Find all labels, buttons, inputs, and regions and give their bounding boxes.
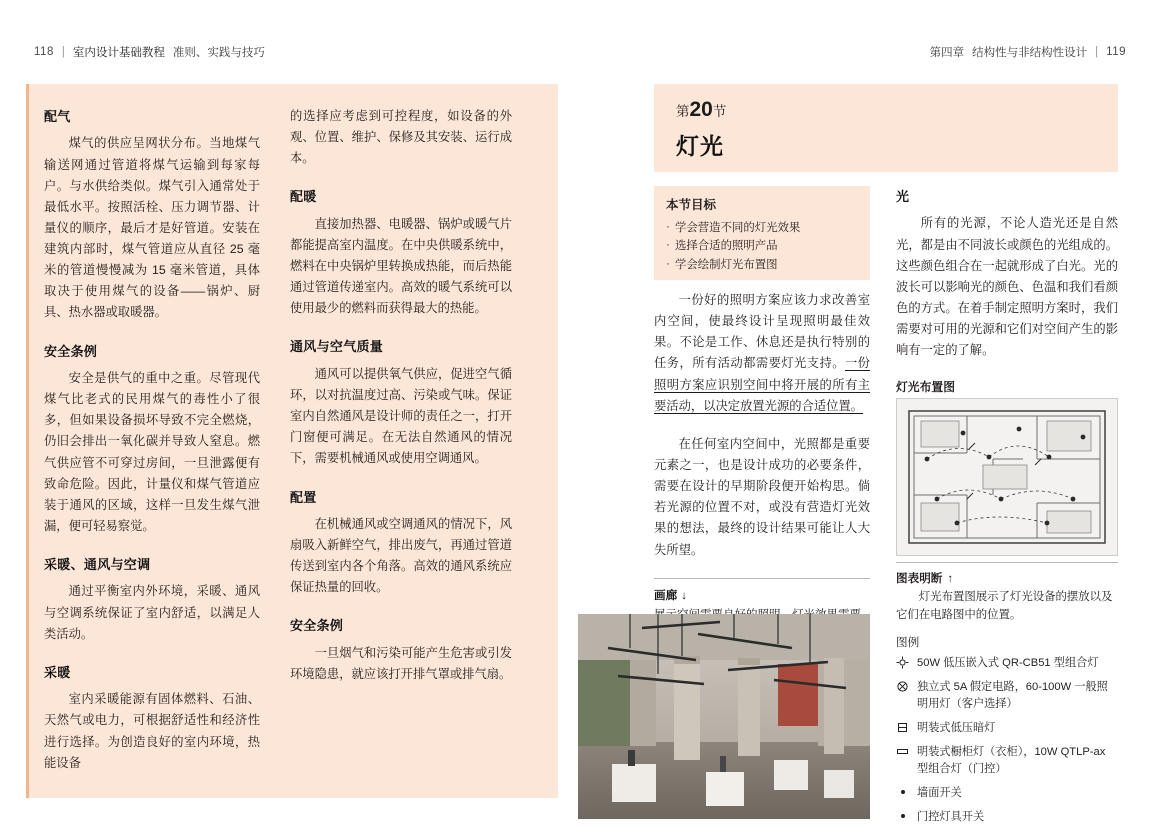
- legend-item-label: 50W 低压嵌入式 QR-CB51 型组合灯: [917, 656, 1099, 669]
- legend-item: [896, 679, 1118, 713]
- figure-legend-block: [896, 562, 1118, 833]
- para-safety-2: 一旦烟气和污染可能产生危害或引发环境隐患，就应该打开排气罩或排气扇。: [290, 645, 512, 681]
- objective-item: · 学会绘制灯光布置图: [666, 256, 858, 274]
- section-title: 灯光: [676, 133, 724, 159]
- para-lighting-intro-underlined: 一份照明方案应识别空间中将开展的所有主要活动，以决定放置光源的合适位置。: [654, 356, 870, 413]
- legend-item: [896, 809, 1118, 826]
- para-light: 所有的光源，不论人造光还是自然光，都是由不同波长或颜色的光组成的。这些颜色组合在一起就形成了白光。光的波长可以影响光的颜色、色温和我们看颜色的方式。在着手制定照明方案时，我们需要对可用的光源和它们对空间产生的影响有一定的了解。: [896, 216, 1118, 358]
- para-hvac: 通过平衡室内外环境，采暖、通风与空调系统保证了室内舒适，以满足人类活动。: [44, 584, 260, 641]
- book-title: 室内设计基础教程: [72, 47, 165, 59]
- running-head-right: [930, 44, 1126, 60]
- right-column-2: [896, 186, 1118, 378]
- lighting-plan-drawing: [896, 398, 1118, 556]
- objectives-list: [666, 219, 858, 274]
- para-peinuan: 直接加热器、电暖器、锅炉或暖气片都能提高室内温度。在中央供暖系统中，燃料在中央锅炉里转换成热能，而后热能通过管道传递室内。高效的暖气系统可以使用最少的燃料而获得最大的热能。: [290, 216, 512, 316]
- para-config: 在机械通风或空调通风的情况下，风扇吸入新鲜空气，排出废气，再通过管道传送到室内各个角落。高效的通风系统应保证热量的回收。: [290, 516, 512, 595]
- chapter-title: 结构性与非结构性设计: [972, 47, 1088, 59]
- folio-right: 119: [1106, 46, 1126, 58]
- divider-left: |: [61, 46, 65, 58]
- legend-item-label: 墙面开关: [917, 786, 962, 799]
- left-column-a: [44, 106, 260, 791]
- objective-item: · 选择合适的照明产品: [666, 237, 858, 255]
- objective-item: · 学会营造不同的灯光效果: [666, 219, 858, 237]
- cabinet-light-bar-icon: [896, 745, 909, 758]
- section-suffix: 节: [712, 104, 727, 119]
- divider-right: |: [1095, 46, 1099, 58]
- spot-light-icon: [896, 656, 909, 669]
- legend-item: [896, 655, 1118, 672]
- figure-caption: 灯光布置图展示了灯光设备的摆放以及它们在电路图中的位置。: [896, 591, 1113, 622]
- book-subtitle: 准则、实践与技巧: [172, 47, 265, 59]
- figure-label: [896, 570, 1118, 586]
- legend-item-label: 明装式橱柜灯（衣柜），10W QTLP-ax 型组合灯（门控）: [917, 745, 1106, 775]
- section-number: 20: [689, 98, 713, 121]
- heading-safety-1: 安全条例: [44, 343, 98, 359]
- legend-item-label: 独立式 5A 假定电路，60-100W 一般照明用灯（客户选择）: [917, 680, 1108, 710]
- legend-item: [896, 785, 1118, 802]
- left-column-b: [290, 106, 512, 702]
- wall-switch-dot-icon: [896, 786, 909, 799]
- heading-config: 配置: [290, 489, 317, 505]
- heading-ventilation: 通风与空气质量: [290, 339, 384, 355]
- objectives-title: 本节目标: [666, 198, 717, 212]
- legend-item-label: 门控灯具开关: [917, 810, 985, 823]
- heading-safety-2: 安全条例: [290, 618, 344, 634]
- para-lighting-importance: 在任何室内空间中，光照都是重要元素之一，也是设计成功的必要条件，需要在设计的早期阶段便开始构思。倘若光源的位置不对，或没有营造灯光效果的想法，最终的设计结果可能让人大失所望。: [654, 436, 870, 557]
- gallery-photo-illustration: [578, 614, 870, 819]
- gallery-photo: [578, 614, 870, 819]
- section-number-line: [676, 98, 726, 122]
- legend-title: 图例: [896, 635, 920, 649]
- para-continued: 的选择应考虑到可控程度，如设备的外观、位置、维护、保修及其安装、运行成本。: [290, 109, 512, 166]
- objectives-box: [654, 186, 870, 280]
- up-arrow-icon: ↑: [947, 572, 954, 585]
- door-switch-dot-icon: [896, 810, 909, 823]
- lighting-plan-svg: [897, 399, 1117, 555]
- surface-light-square-icon: [896, 721, 909, 734]
- section-prefix: 第: [676, 104, 690, 119]
- para-safety-1: 安全是供气的重中之重。尽管现代煤气比老式的民用煤气的毒性小了很多，但如果设备损坏导致不完全燃烧，仍旧会排出一氧化碳并导致人窒息。燃气供应管不可穿过房间，一旦泄露便有致命危险。因此，计量仪和煤气管道应装于通风的区域，这样一旦发生煤气泄漏，便可轻易察觉。: [44, 370, 260, 533]
- legend-item: [896, 744, 1118, 778]
- heading-peiqi: 配气: [44, 109, 71, 124]
- chapter-number: 第四章: [929, 47, 965, 59]
- figure-label-text: 图表明断: [896, 572, 943, 585]
- para-heating: 室内采暖能源有固体燃料、石油、天然气或电力，可根据舒适性和经济性进行选择。为创造良好的室内环境，热能设备: [44, 692, 260, 770]
- folio-left: 118: [34, 46, 54, 58]
- heading-peinuan: 配暖: [290, 189, 317, 205]
- running-head-left: [34, 44, 265, 60]
- gallery-caption-word: 画廊: [654, 588, 678, 602]
- running-head: [0, 44, 1158, 66]
- circle-cross-light-icon: [896, 680, 909, 693]
- plan-heading: 灯光布置图: [896, 380, 955, 394]
- caption-divider: [654, 578, 870, 579]
- para-lighting-intro-plain: 一份好的照明方案应该力求改善室内空间，使最终设计呈现照明最佳效果。不论是工作、休息还是执行特别的任务，所有活动都需要灯光支持。: [654, 293, 870, 371]
- legend-divider: [896, 562, 1118, 563]
- down-arrow-icon: ↓: [681, 588, 687, 602]
- heading-hvac: 采暖、通风与空调: [44, 557, 151, 573]
- para-ventilation: 通风可以提供氧气供应，促进空气循环，以对抗温度过高、污染或气味。保证室内自然通风是设计师的责任之一，打开门窗便可满足。在无法自然通风的情况下，需要机械通风或使用空调通风。: [290, 366, 512, 466]
- para-peiqi: 煤气的供应呈网状分布。当地煤气输送网通过管道将煤气运输到每家每户。与水供给类似。煤气引入通常处于最低水平。按照活栓、压力调节器、计量仪的顺序，最后才是好管道。安装在建筑内部时，煤气管道应从直径 25 毫米的管道慢慢减为 15 毫米管道，具体取决于使用煤气的设备——锅炉、厨具、热水器或取暖器。: [44, 136, 260, 320]
- right-column-1: [654, 290, 870, 643]
- para-lighting-intro: [654, 290, 870, 417]
- legend-item: [896, 720, 1118, 737]
- heading-light: 光: [896, 189, 910, 204]
- gallery-caption-label: [654, 586, 870, 606]
- heading-heating: 采暖: [44, 664, 71, 680]
- legend-item-label: 明装式低压暗灯: [917, 721, 996, 734]
